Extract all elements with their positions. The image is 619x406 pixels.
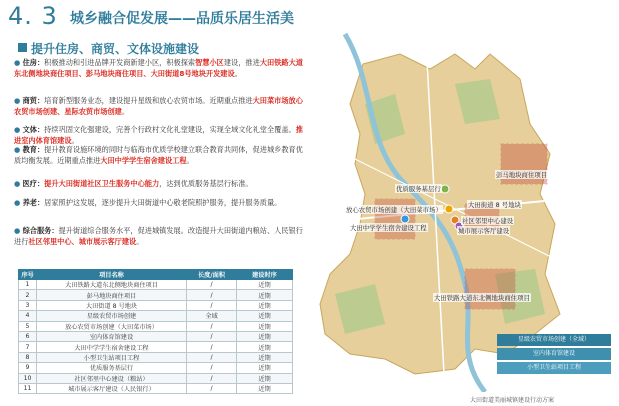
body-text: 提升街道综合服务水平，促进城镇发展。改造提升大田街道内粮站、人民银行进行 bbox=[14, 226, 303, 247]
paragraph bbox=[14, 178, 304, 189]
table-cell: 近期 bbox=[237, 290, 293, 300]
project-area-railway bbox=[465, 269, 515, 309]
paragraph-label: 教育： bbox=[22, 145, 45, 154]
chapter-number: 4. 3 bbox=[8, 2, 58, 30]
table-cell: 11 bbox=[19, 383, 37, 393]
school-marker-icon bbox=[401, 215, 409, 223]
table-header-schedule: 建设时序 bbox=[237, 270, 293, 280]
footer-text: 大田街道美丽城镇建设行动方案 bbox=[470, 397, 555, 404]
table-row bbox=[19, 321, 293, 331]
clinic-marker-icon bbox=[441, 185, 449, 193]
table-row bbox=[19, 331, 293, 341]
paragraph bbox=[14, 57, 304, 79]
paragraph-label: 商贸： bbox=[22, 96, 45, 105]
table-cell: / bbox=[187, 342, 237, 352]
section-square-icon bbox=[18, 43, 27, 52]
table-cell: / bbox=[187, 331, 237, 341]
table-cell: 近期 bbox=[237, 280, 293, 290]
bullet-icon: ● bbox=[14, 179, 23, 188]
highlight-text: 社区邻里中心、城市展示客厅建设 bbox=[28, 237, 137, 247]
body-text: 。 bbox=[186, 156, 194, 166]
map-label-community: 社区邻里中心建设 bbox=[462, 217, 514, 225]
paragraph-label: 文体： bbox=[22, 125, 45, 134]
bullet-icon: ● bbox=[14, 58, 23, 67]
table-cell: 放心农贸市场创建（大田菜市场） bbox=[37, 321, 187, 331]
table-row bbox=[19, 300, 293, 310]
legend-market: 星级农贸市场创建（全域） bbox=[497, 334, 611, 346]
table-cell: 社区邻里中心建设（粮站） bbox=[37, 373, 187, 383]
highlight-text: 提升大田街道社区卫生服务中心能力 bbox=[44, 179, 160, 188]
paragraph-label: 住房： bbox=[22, 58, 45, 67]
highlight-text: 大田菜市场放心农贸市场创建、星际农贸市场创建 bbox=[14, 96, 303, 117]
body-text: 持续巩固文化强建设，完善个行政村文化礼堂建设，实现全域文化礼堂全覆盖。 bbox=[44, 125, 296, 134]
highlight-text: 智慧小区 bbox=[195, 58, 224, 67]
table-cell: 优质服务基层行 bbox=[37, 363, 187, 373]
body-text: 建设，推进 bbox=[223, 58, 260, 67]
table-cell: / bbox=[187, 300, 237, 310]
table-cell: 3 bbox=[19, 300, 37, 310]
table-cell: 近期 bbox=[237, 352, 293, 362]
table-row bbox=[19, 373, 293, 383]
paragraph-label: 医疗： bbox=[22, 179, 45, 188]
map-label-railway: 大田铁路大道东北侧地块商住项目 bbox=[434, 294, 530, 302]
market-marker-icon bbox=[445, 205, 453, 213]
highlight-text: 推进室内体育馆建设 bbox=[14, 125, 303, 146]
table-cell: 5 bbox=[19, 321, 37, 331]
table-cell: 近期 bbox=[237, 300, 293, 310]
legend-gym: 室内体育馆建设 bbox=[497, 348, 611, 360]
table-cell: 7 bbox=[19, 342, 37, 352]
table-cell: 星级农贸市场创建 bbox=[37, 311, 187, 321]
project-table bbox=[18, 269, 293, 394]
table-cell: 室内体育馆建设 bbox=[37, 331, 187, 341]
map-label-school: 大田中学学生宿舍建设工程 bbox=[350, 224, 427, 232]
table-header-area: 长度/面积 bbox=[187, 270, 237, 280]
table-cell: 城市展示客厅建设（人民银行） bbox=[37, 383, 187, 393]
table-cell: 近期 bbox=[237, 363, 293, 373]
table-cell: 大田街道 8 号地块 bbox=[37, 300, 187, 310]
table-cell: 全域 bbox=[187, 311, 237, 321]
paragraph bbox=[14, 144, 304, 166]
legend-clinic: 小型卫生站项目工程 bbox=[497, 362, 611, 374]
table-cell: 4 bbox=[19, 311, 37, 321]
table-cell: 6 bbox=[19, 331, 37, 341]
table-cell: 近期 bbox=[237, 383, 293, 393]
bullet-icon: ● bbox=[14, 226, 23, 235]
table-row bbox=[19, 363, 293, 373]
table-cell: / bbox=[187, 363, 237, 373]
body-text: 提升教育设施环境的同时与临海市优质学校建立联合教育共同体，促进城乡教育优质均衡发展。近期重点推进 bbox=[14, 145, 303, 166]
body-text: 居家照护这发展，逐步提升大田街道中心敬老院照护服务，提升服务质量。 bbox=[44, 198, 282, 207]
table-cell: 近期 bbox=[237, 331, 293, 341]
paragraph-label: 综合服务： bbox=[22, 226, 59, 235]
table-cell: 彭马地块商住项目 bbox=[37, 290, 187, 300]
table-cell: / bbox=[187, 383, 237, 393]
table-row bbox=[19, 383, 293, 393]
table-cell: 大田中学学生宿舍建设工程 bbox=[37, 342, 187, 352]
body-text: 。 bbox=[71, 136, 79, 146]
map-label-pengma: 彭马地块商住项目 bbox=[496, 171, 548, 179]
bullet-icon: ● bbox=[14, 145, 23, 154]
table-cell: / bbox=[187, 352, 237, 362]
table-body bbox=[19, 280, 293, 394]
body-text: 培育新型服务业态，建设提升星级和放心农贸市场。近期重点推进 bbox=[44, 96, 253, 105]
table-cell: / bbox=[187, 373, 237, 383]
table-cell: 8 bbox=[19, 352, 37, 362]
table-row bbox=[19, 290, 293, 300]
table-cell: / bbox=[187, 321, 237, 331]
table-row bbox=[19, 342, 293, 352]
table-row bbox=[19, 311, 293, 321]
body-text: 。 bbox=[121, 107, 130, 117]
map-label-market: 放心农贸市场创建（大田菜市场） bbox=[346, 206, 442, 214]
table-cell: 9 bbox=[19, 363, 37, 373]
table-cell: 小型卫生站项目工程 bbox=[37, 352, 187, 362]
paragraph bbox=[14, 197, 304, 208]
paragraph bbox=[14, 95, 304, 117]
map-label-plot8: 大田街道 8 号地块 bbox=[468, 201, 521, 209]
table-row bbox=[19, 280, 293, 290]
table-cell: 近期 bbox=[237, 321, 293, 331]
table-row bbox=[19, 352, 293, 362]
table-cell: 2 bbox=[19, 290, 37, 300]
table-cell: 近期 bbox=[237, 342, 293, 352]
table-cell: / bbox=[187, 290, 237, 300]
paragraph bbox=[14, 225, 304, 247]
table-cell: 大田铁路大道东北侧地块商住项目 bbox=[37, 280, 187, 290]
bullet-icon: ● bbox=[14, 198, 23, 207]
table-cell: 1 bbox=[19, 280, 37, 290]
map-label-clinic: 优质服务基层行 bbox=[396, 185, 441, 193]
table-cell: 近期 bbox=[237, 311, 293, 321]
chapter-title: 城乡融合促发展——品质乐居生活美 bbox=[70, 11, 294, 27]
table-header-name: 项目名称 bbox=[37, 270, 187, 280]
bullet-icon: ● bbox=[14, 125, 23, 134]
body-text: 。 bbox=[234, 69, 242, 79]
table-cell: / bbox=[187, 280, 237, 290]
table-header-index: 序号 bbox=[19, 270, 37, 280]
bullet-icon: ● bbox=[14, 96, 23, 105]
table-cell: 近期 bbox=[237, 373, 293, 383]
highlight-text: 大田中学学生宿舍建设工程 bbox=[100, 156, 187, 166]
section-title: 提升住房、商贸、文体设施建设 bbox=[31, 42, 200, 56]
map-label-showroom: 城市展示客厅建设 bbox=[458, 227, 510, 235]
body-text: 。 bbox=[136, 237, 144, 247]
table-cell: 10 bbox=[19, 373, 37, 383]
highlight-text: 大田铁路大道东北侧地块商住项目、彭马地块商住项目、大田街道8号地块开发建设 bbox=[14, 58, 303, 79]
paragraph-label: 养老： bbox=[22, 198, 45, 207]
body-text: 积极推动和引进品牌开发商新建小区，积极探索 bbox=[44, 58, 196, 67]
body-text: ，达到优质服务基层行标准。 bbox=[159, 179, 253, 188]
